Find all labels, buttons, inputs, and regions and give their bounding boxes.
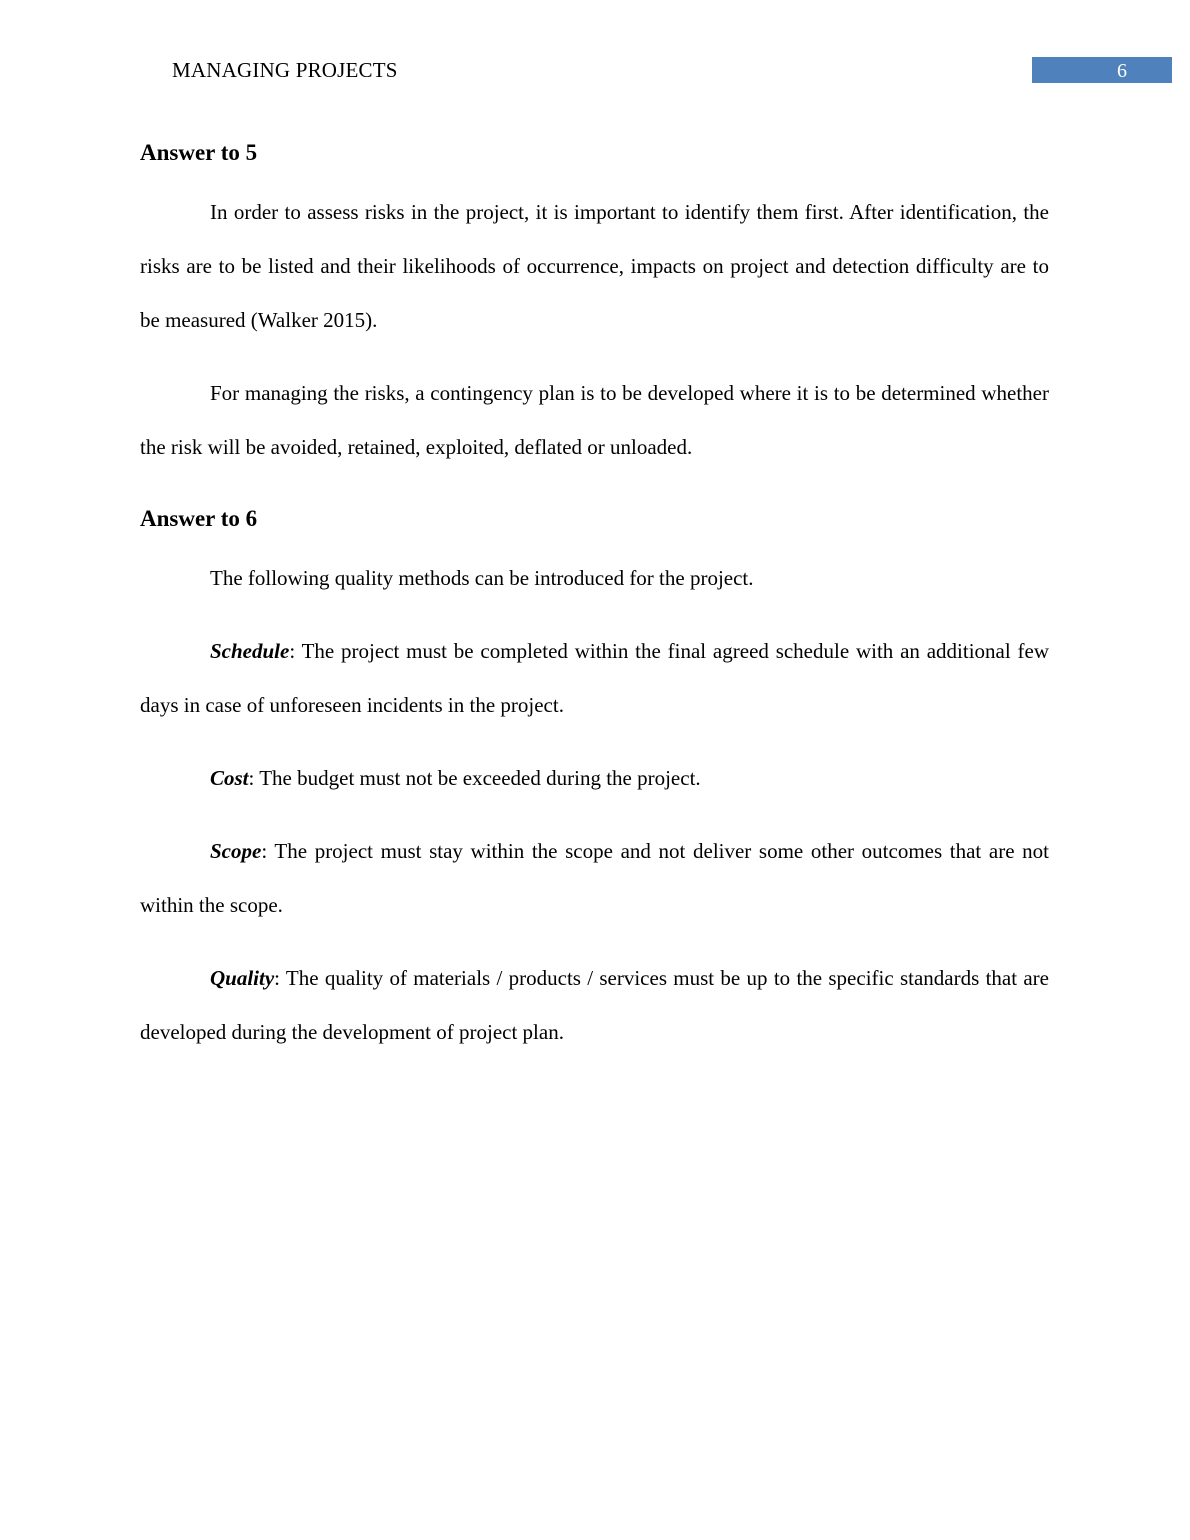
page-number-badge [1032, 57, 1172, 83]
paragraph-quality-intro: The following quality methods can be introduced for the project. [210, 566, 754, 590]
desc-quality: : The quality of materials / products / services must be up to the specific standards that are developed during the development of project plan. [140, 966, 1049, 1044]
page-number: 6 [1117, 60, 1127, 82]
desc-scope: : The project must stay within the scope and not deliver some other outcomes that are not within the scope. [140, 839, 1049, 917]
quality-item-scope [140, 824, 1049, 932]
quality-item-quality [140, 951, 1049, 1059]
paragraph-risk-management: For managing the risks, a contingency plan is to be developed where it is to be determined whether the risk will be avoided, retained, exploited, deflated or unloaded. [140, 381, 1049, 459]
quality-item-schedule [140, 624, 1049, 732]
term-quality: Quality [210, 966, 275, 990]
running-title: MANAGING PROJECTS [172, 58, 398, 82]
term-scope: Scope [210, 839, 262, 863]
desc-cost: : The budget must not be exceeded during the project. [248, 766, 701, 790]
quality-item-cost [140, 751, 1049, 805]
paragraph-risk-assessment: In order to assess risks in the project, it is important to identify them first. After identification, the risks are to be listed and their likelihoods of occurrence, impacts on project and detection difficulty are to be measured (Walker 2015). [140, 200, 1049, 332]
term-schedule: Schedule [210, 639, 290, 663]
term-cost: Cost [210, 766, 249, 790]
section-heading-answer-5: Answer to 5 [140, 140, 258, 165]
section-heading-answer-6: Answer to 6 [140, 506, 258, 531]
desc-schedule: : The project must be completed within the final agreed schedule with an additional few days in case of unforeseen incidents in the project. [140, 639, 1049, 717]
